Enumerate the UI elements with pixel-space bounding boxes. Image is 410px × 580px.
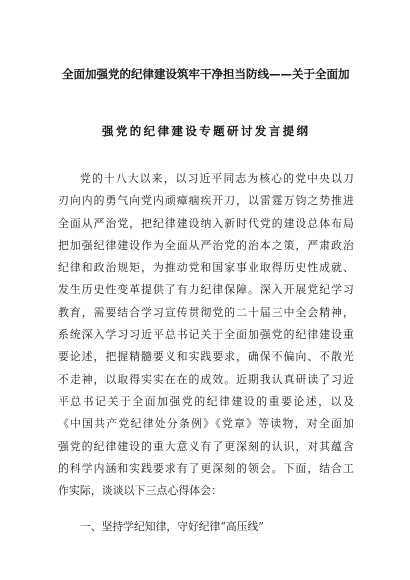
body-line: 发生历史性变革提供了有力纪律保障。深入开展党纪学习: [58, 283, 354, 297]
document-title-line-2: 强党的纪律建设专题研讨发言提纲: [102, 124, 308, 138]
body-line: 不走神，以取得实实在在的成效。近期我认真研读了习近: [58, 372, 354, 386]
body-paragraph: [58, 168, 354, 502]
section-heading: 一、坚持学纪知律，守好纪律“高压线”: [80, 520, 264, 533]
body-line: 的科学内涵和实践要求有了更深刻的领会。下面，结合工: [58, 461, 354, 475]
body-line: 党的十八大以来，以习近平同志为核心的党中央以刀: [80, 172, 354, 185]
body-line: 纪律和政治规矩，为推动党和国家事业取得历史性成就、: [58, 261, 354, 275]
body-line: 作实际，谈谈以下三点心得体会：: [58, 484, 223, 498]
body-line: 要论述，把握精髓要义和实践要求，确保不偏向、不散光: [58, 350, 354, 364]
body-line: 《中国共产党纪律处分条例》《党章》等读物，对全面加: [58, 417, 354, 431]
body-line: 平总书记关于全面加强党的纪律建设的重要论述，以及: [58, 394, 354, 408]
body-line: 系统深入学习习近平总书记关于全面加强党的纪律建设重: [58, 328, 354, 342]
body-line: 强党的纪律建设的重大意义有了更深刻的认识，对其蕴含: [58, 439, 354, 453]
body-line: 把加强纪律建设作为全面从严治党的治本之策，严肃政治: [58, 238, 354, 252]
body-line: 教育，需要结合学习宣传贯彻党的二十届三中全会精神，: [58, 305, 354, 319]
body-line: 刃向内的勇气向党内顽瘴痼疾开刀，以雷霆万钧之势推进: [58, 194, 354, 208]
body-line: 全面从严治党，把纪律建设纳入新时代党的建设总体布局: [58, 216, 354, 230]
document-title-line-1: 全面加强党的纪律建设筑牢干净担当防线——关于全面加: [62, 67, 350, 81]
